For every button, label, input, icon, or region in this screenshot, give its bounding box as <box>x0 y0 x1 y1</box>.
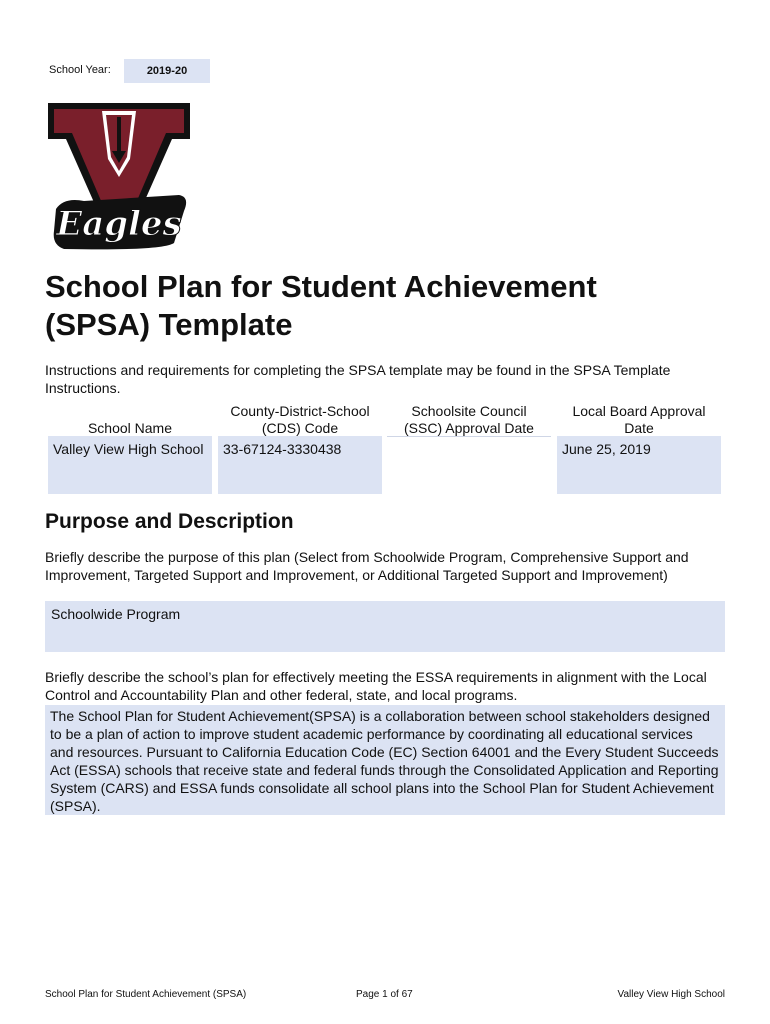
purpose-prompt: Briefly describe the purpose of this plan (Select from Schoolwide Program, Comprehensive Support and Improvement, Targeted Support and Improvement, or Additional Targeted Support and Improvement) <box>45 549 689 583</box>
essa-answer-field[interactable]: The School Plan for Student Achievement(SPSA) is a collaboration between school stakeholders designed to be a plan of action to improve student academic performance by coordinating all educational services and resources. Pursuant to California Education Code (EC) Section 64001 and the Every Student Succeeds Act (ESSA) schools that receive state and federal funds through the Consolidated Application and Reporting System (CARS) and ESSA funds consolidate all school plans into the School Plan for Student Achievement (SPSA). <box>45 705 725 815</box>
board-approval-header: Local Board Approval Date <box>572 403 706 436</box>
instructions-text: Instructions and requirements for completing the SPSA template may be found in the SPSA Template Instructions. <box>45 362 671 396</box>
school-name-field[interactable]: Valley View High School <box>48 436 212 494</box>
footer-page-number: Page 1 of 67 <box>356 989 413 1000</box>
page-title-line1: School Plan for Student Achievement <box>45 269 597 304</box>
purpose-heading: Purpose and Description <box>45 510 294 533</box>
page-title-line2: (SPSA) Template <box>45 307 293 342</box>
ssc-approval-header: Schoolsite Council (SSC) Approval Date <box>404 403 534 436</box>
eagles-v-logo <box>44 97 194 255</box>
essa-prompt: Briefly describe the school’s plan for effectively meeting the ESSA requirements in alignment with the Local Control and Accountability Plan and other federal, state, and local programs. <box>45 669 707 703</box>
ssc-approval-field[interactable] <box>387 436 551 494</box>
footer-right: Valley View High School <box>617 989 725 1000</box>
cds-code-field[interactable]: 33-67124-3330438 <box>218 436 382 494</box>
school-name-header: School Name <box>87 420 173 436</box>
footer-left: School Plan for Student Achievement (SPSA) <box>45 989 247 1000</box>
logo-wordmark: Eagles <box>56 204 182 244</box>
board-approval-field[interactable]: June 25, 2019 <box>557 436 721 494</box>
cds-code-header: County-District-School (CDS) Code <box>230 403 370 436</box>
purpose-answer-field[interactable]: Schoolwide Program <box>45 601 725 652</box>
school-year-value: 2019-20 <box>124 59 210 83</box>
page-title <box>45 268 745 344</box>
school-year-label: School Year: <box>49 64 111 76</box>
